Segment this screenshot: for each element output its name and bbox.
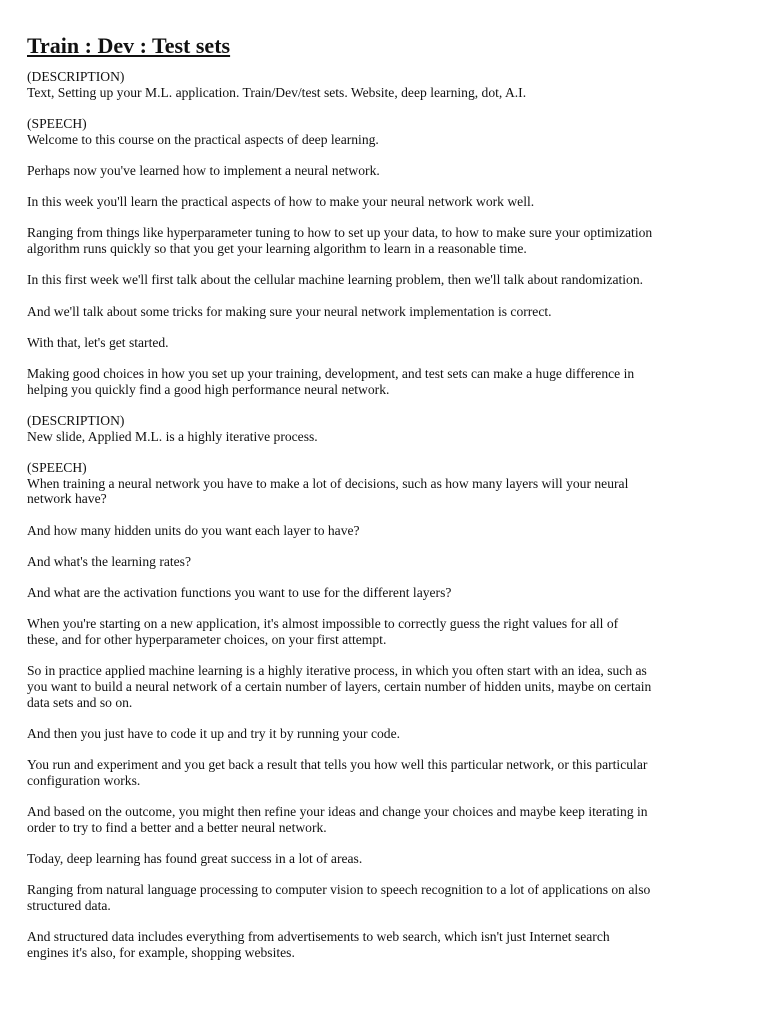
transcript-line: With that, let's get started. [27,334,169,350]
transcript-line: structured data. [27,898,111,914]
transcript-line: network have? [27,491,107,507]
transcript-paragraph [27,882,742,914]
transcript-paragraph [27,225,742,257]
transcript-line: Today, deep learning has found great success in a lot of areas. [27,851,363,867]
transcript-line: You run and experiment and you get back a result that tells you how well this particular network, or this particular [27,757,648,773]
transcript-paragraph [27,116,742,148]
transcript-paragraph [27,726,742,742]
transcript-line: In this week you'll learn the practical aspects of how to make your neural network work well. [27,194,535,210]
transcript-paragraph [27,929,742,961]
transcript-paragraph [27,616,742,648]
transcript-paragraph [27,663,742,710]
transcript-line: And how many hidden units do you want each layer to have? [27,522,360,538]
transcript-line: Ranging from things like hyperparameter tuning to how to set up your data, to how to make sure your optimization [27,225,653,241]
transcript-line: And what are the activation functions you want to use for the different layers? [27,585,452,601]
transcript-line: So in practice applied machine learning is a highly iterative process, in which you often start with an idea, such as [27,663,647,679]
transcript-body [27,69,742,961]
transcript-line: (DESCRIPTION) [27,412,125,428]
transcript-line: (SPEECH) [27,459,87,475]
transcript-line: Ranging from natural language processing to computer vision to speech recognition to a lot of applications on also [27,882,651,898]
transcript-paragraph [27,757,742,789]
transcript-paragraph [27,335,742,351]
transcript-line: Making good choices in how you set up your training, development, and test sets can make a huge difference in [27,365,635,381]
transcript-line: (SPEECH) [27,115,87,131]
transcript-line: New slide, Applied M.L. is a highly iterative process. [27,428,318,444]
transcript-paragraph [27,194,742,210]
transcript-paragraph [27,304,742,320]
document-title: Train : Dev : Test sets [27,33,231,58]
transcript-line: you want to build a neural network of a certain number of layers, certain number of hidden units, maybe on certain [27,678,652,694]
transcript-paragraph [27,460,742,507]
transcript-paragraph [27,851,742,867]
transcript-line: Text, Setting up your M.L. application. Train/Dev/test sets. Website, deep learning, dot, A.I. [27,84,527,100]
transcript-paragraph [27,804,742,836]
transcript-line: And then you just have to code it up and try it by running your code. [27,725,401,741]
transcript-paragraph [27,272,742,288]
transcript-line: And what's the learning rates? [27,553,192,569]
transcript-line: configuration works. [27,772,141,788]
transcript-line: Perhaps now you've learned how to implement a neural network. [27,162,380,178]
transcript-paragraph [27,585,742,601]
transcript-line: And structured data includes everything from advertisements to web search, which isn't just Internet search [27,929,610,945]
transcript-line: data sets and so on. [27,694,133,710]
transcript-paragraph [27,366,742,398]
transcript-paragraph [27,163,742,179]
transcript-line: In this first week we'll first talk about the cellular machine learning problem, then we'll talk about randomization. [27,272,644,288]
transcript-paragraph [27,523,742,539]
transcript-paragraph [27,554,742,570]
transcript-line: When you're starting on a new application, it's almost impossible to correctly guess the right values for all of [27,616,619,632]
transcript-line: And based on the outcome, you might then refine your ideas and change your choices and maybe keep iterating in [27,804,648,820]
transcript-line: And we'll talk about some tricks for making sure your neural network implementation is correct. [27,303,552,319]
transcript-line: engines it's also, for example, shopping websites. [27,945,295,961]
transcript-paragraph [27,413,742,445]
transcript-line: helping you quickly find a good high performance neural network. [27,381,390,397]
transcript-line: these, and for other hyperparameter choices, on your first attempt. [27,632,387,647]
transcript-line: order to try to find a better and a better neural network. [27,819,327,835]
transcript-line: algorithm runs quickly so that you get your learning algorithm to learn in a reasonable time. [27,241,527,257]
transcript-line: Welcome to this course on the practical aspects of deep learning. [27,131,379,147]
transcript-paragraph [27,69,742,101]
transcript-line: (DESCRIPTION) [27,69,125,84]
transcript-line: When training a neural network you have to make a lot of decisions, such as how many layers will your neural [27,475,629,491]
